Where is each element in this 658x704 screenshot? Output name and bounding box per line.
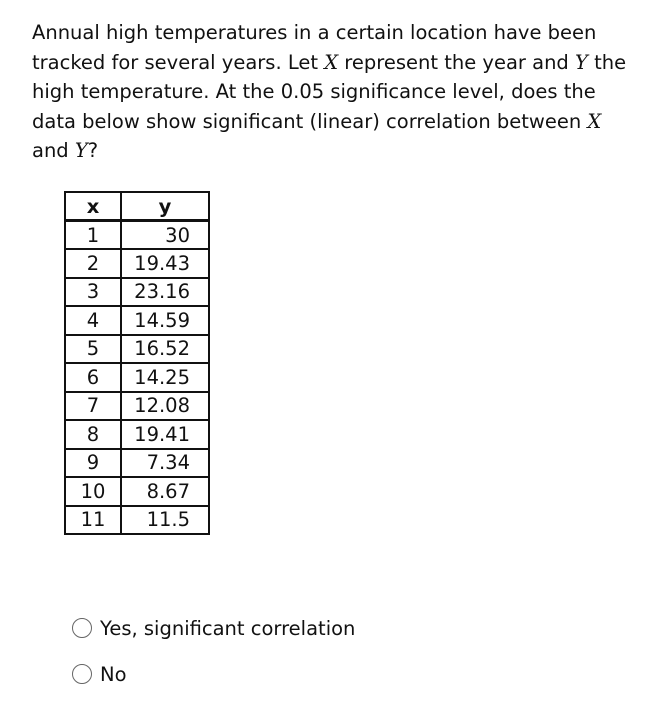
- cell-x: 6: [65, 363, 121, 392]
- table-row: [65, 506, 209, 535]
- question-text: [32, 18, 632, 166]
- question-text-part: Annual high temperatures in a certain location have been tracked for several years. Let: [32, 21, 597, 74]
- cell-x: 8: [65, 420, 121, 449]
- radio-button[interactable]: [72, 664, 92, 684]
- question-text-part: the high temperature. At the 0.05 significance level, does the data below show significant (linear) correlation between: [32, 50, 627, 133]
- table-row: [65, 306, 209, 335]
- option-label: Yes, significant correlation: [100, 616, 356, 640]
- cell-y: 7.34: [121, 449, 209, 478]
- cell-y: 14.25: [121, 363, 209, 392]
- option-yes[interactable]: [72, 612, 355, 644]
- table-body: [65, 221, 209, 535]
- question-text-part: ?: [87, 139, 99, 162]
- question-text-part: and: [32, 139, 75, 162]
- cell-y: 19.41: [121, 420, 209, 449]
- cell-x: 5: [65, 335, 121, 364]
- cell-y: 23.16: [121, 278, 209, 307]
- cell-y: 16.52: [121, 335, 209, 364]
- cell-y: 14.59: [121, 306, 209, 335]
- option-no[interactable]: [72, 658, 355, 690]
- table-row: [65, 392, 209, 421]
- cell-y: 8.67: [121, 477, 209, 506]
- cell-x: 4: [65, 306, 121, 335]
- cell-x: 2: [65, 249, 121, 278]
- table-row: [65, 477, 209, 506]
- variable-x: X: [587, 109, 602, 133]
- cell-y: 11.5: [121, 506, 209, 535]
- radio-button[interactable]: [72, 618, 92, 638]
- table-row: [65, 363, 209, 392]
- cell-x: 7: [65, 392, 121, 421]
- table-row: [65, 249, 209, 278]
- column-header-y: y: [121, 192, 209, 221]
- cell-x: 11: [65, 506, 121, 535]
- table-row: [65, 335, 209, 364]
- cell-y: 30: [121, 221, 209, 250]
- cell-y: 19.43: [121, 249, 209, 278]
- cell-x: 9: [65, 449, 121, 478]
- data-table: [64, 191, 210, 535]
- table-row: [65, 221, 209, 250]
- question-text-part: represent the year and: [338, 50, 576, 74]
- cell-x: 3: [65, 278, 121, 307]
- variable-y: Y: [74, 139, 88, 162]
- cell-x: 1: [65, 221, 121, 250]
- answer-options: [72, 612, 355, 704]
- table-row: [65, 278, 209, 307]
- table-header-row: [65, 192, 209, 221]
- variable-y: Y: [575, 50, 588, 74]
- table-row: [65, 420, 209, 449]
- cell-y: 12.08: [121, 392, 209, 421]
- cell-x: 10: [65, 477, 121, 506]
- variable-x: X: [324, 50, 339, 74]
- column-header-x: x: [65, 192, 121, 221]
- option-label: No: [100, 662, 127, 686]
- table-row: [65, 449, 209, 478]
